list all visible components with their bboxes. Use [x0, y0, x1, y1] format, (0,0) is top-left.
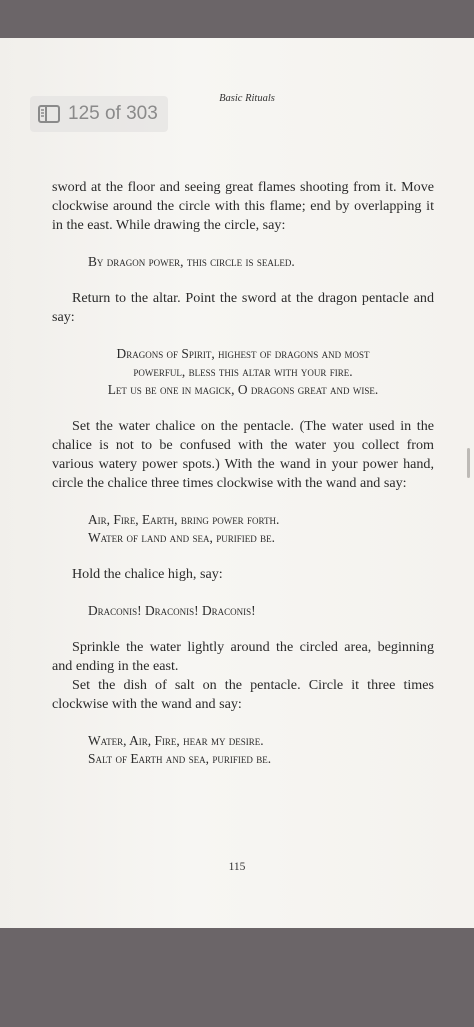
chant-line: powerful, bless this altar with your fire. [133, 364, 353, 379]
page-indicator-text: 125 of 303 [68, 103, 158, 124]
paragraph: Hold the chalice high, say: [72, 566, 223, 582]
scrollbar[interactable] [467, 448, 470, 478]
chant-block [52, 345, 434, 399]
paragraph: Set the water chalice on the pentacle. (The water used in the chalice is not to be confused with the water you collect from various watery power spots.) With the wand in your power hand, circle the chalice three times clockwise with the wand and say: [52, 418, 434, 491]
chant-line: Water, Air, Fire, hear my desire. [88, 733, 264, 748]
paragraph: Return to the altar. Point the sword at the dragon pentacle and say: [52, 290, 434, 325]
chant-block [52, 511, 434, 547]
running-head: Basic Rituals [219, 93, 275, 104]
chant-line: Dragons of Spirit, highest of dragons and most [116, 346, 370, 361]
chant-line: Air, Fire, Earth, bring power forth. [88, 512, 280, 527]
book-icon [38, 105, 60, 123]
chant-line: Water of land and sea, purified be. [88, 530, 275, 545]
chant-line: Let us be one in magick, O dragons great and wise. [107, 382, 379, 397]
chant-block [52, 732, 434, 768]
page-number: 115 [228, 861, 246, 873]
chant-line: Draconis! Draconis! Draconis! [88, 603, 256, 618]
page-body [52, 178, 434, 768]
book-page[interactable] [0, 38, 474, 928]
paragraph: sword at the floor and seeing great flames shooting from it. Move clockwise around the circle with this flame; end by overlapping it in the east. While drawing the circle, say: [52, 179, 434, 233]
chant-line: Salt of Earth and sea, purified be. [88, 751, 272, 766]
page-indicator[interactable] [30, 96, 168, 132]
chant-line: By dragon power, this circle is sealed. [88, 254, 295, 269]
paragraph: Sprinkle the water lightly around the circled area, beginning and ending in the east. [52, 639, 434, 674]
paragraph: Set the dish of salt on the pentacle. Circle it three times clockwise with the wand and say: [52, 677, 434, 712]
